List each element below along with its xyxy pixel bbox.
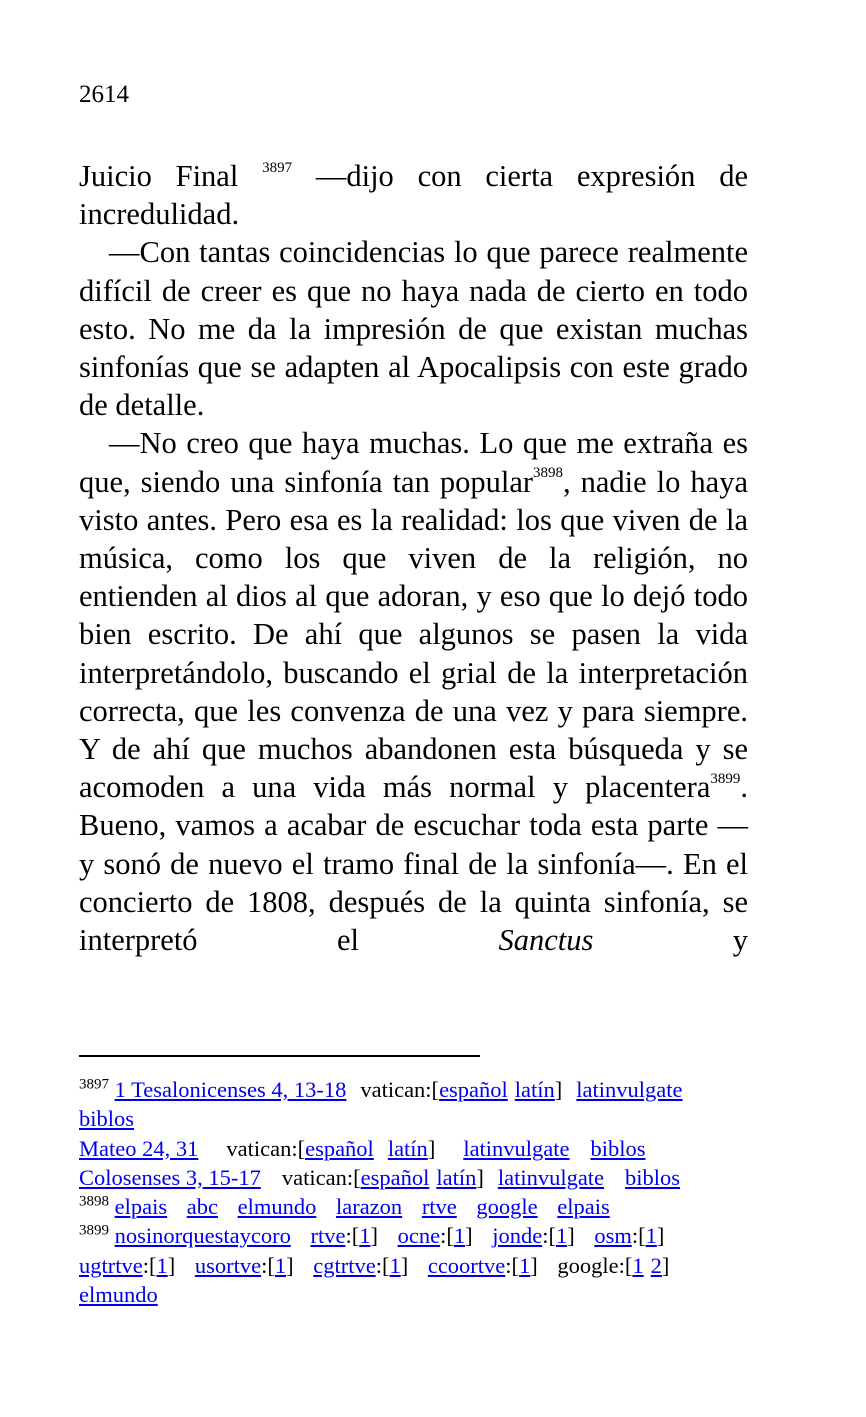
vatican-label: vatican:[ [360, 1077, 440, 1102]
bracket-close: ] [476, 1164, 484, 1190]
latinvulgate-link[interactable]: latinvulgate [497, 1164, 605, 1190]
vatican-spanish-link[interactable]: español [439, 1077, 508, 1102]
bracket-close: ] [427, 1135, 436, 1161]
paragraph-3-text-end: y [593, 923, 749, 958]
cgtrtve-link-1[interactable]: 1 [389, 1252, 401, 1278]
paragraph-1-text-cont: —dijo con cierta expresión de incredulidad. [79, 159, 748, 232]
cgtrtve-link[interactable]: cgtrtve [313, 1252, 376, 1278]
news-link-larazon[interactable]: larazon [335, 1194, 403, 1220]
vatican-latin-link[interactable]: latín [514, 1077, 555, 1102]
rtve-link-1[interactable]: 1 [359, 1223, 371, 1249]
ocne-link-1[interactable]: 1 [453, 1223, 466, 1249]
footnote-number: 3899 [79, 1222, 109, 1239]
nosinorquestaycoro-link[interactable]: nosinorquestaycoro [114, 1223, 291, 1249]
paragraph-1-text: Juicio Final [79, 159, 239, 193]
footnote-3897-line-2 [79, 1104, 751, 1133]
osm-link[interactable]: osm [594, 1223, 632, 1249]
google-label: google:[ [557, 1252, 633, 1278]
news-link-abc[interactable]: abc [186, 1194, 218, 1220]
biblos-link[interactable]: biblos [79, 1106, 135, 1132]
news-link-rtve[interactable]: rtve [421, 1194, 457, 1220]
elmundo-link[interactable]: elmundo [79, 1282, 158, 1308]
paragraph-3-text: —No creo que haya muchas. Lo que me extraña es que, siendo una sinfonía tan popular [79, 426, 748, 499]
paragraph-3-text-cont2: . Bueno, vamos a acabar de escuchar toda esta parte —y sonó de nuevo el tramo final de la sinfonía—. En el concierto de 1808, después de la quinta sinfonía, se interpretó el [79, 770, 748, 958]
ugtrtve-link[interactable]: ugtrtve [79, 1252, 143, 1278]
footnote-3899-line-2: ugtrtve:[1] usortve:[1] cgtrtve:[1] ccoortve:[1] google:[1 2] [79, 1252, 670, 1278]
osm-link-1[interactable]: 1 [645, 1223, 657, 1249]
vatican-latin-link[interactable]: latín [436, 1164, 477, 1190]
paragraph-2: —Con tantas coincidencias lo que parece realmente difícil de creer es que no haya nada de cierto en todo esto. No me da la impresión de que existan muchas sinfonías que se adapten al Apocalipsis con este grado de detalle. [79, 235, 748, 423]
vatican-latin-link[interactable]: latín [387, 1135, 428, 1161]
news-link-elpais[interactable]: elpais [114, 1194, 168, 1220]
work-title-sanctus: Sanctus [498, 923, 594, 958]
bracket-close: ] [661, 1252, 670, 1278]
paragraph-3-text-cont: , nadie lo haya visto antes. Pero esa es la realidad: los que viven de la música, como los que viven de la religión, no entienden al dios al que adoran, y eso que lo dejó todo bien escrito. De ahí que algunos se pasen la vida interpretándolo, buscando el grial de la interpretación correcta, que les convenza de una vez y para siempre. Y de ahí que muchos abandonen esta búsqueda y se acomoden a una vida más normal y placentera [79, 464, 748, 805]
biblos-link[interactable]: biblos [625, 1164, 681, 1190]
footnote-3897-line-3 [79, 1134, 751, 1163]
paragraph-1 [79, 157, 748, 233]
footnote-ref-3897[interactable]: 3897 [262, 159, 293, 176]
news-link-elmundo[interactable]: elmundo [237, 1194, 317, 1220]
bible-ref-link[interactable]: Colosenses 3, 15-17 [79, 1164, 261, 1190]
footnote-3899-line-1: $^{3899}$ nosinorquestaycoro rtve:[1] ocne:[1] jonde:[1] osm:[1] [79, 1222, 665, 1249]
vatican-label: vatican:[ [281, 1164, 361, 1190]
bracket-close: ] [554, 1077, 563, 1102]
page-number: 2614 [79, 81, 129, 108]
footnote-3898-line [79, 1192, 751, 1221]
footnote-3897-line-4 [79, 1163, 751, 1192]
jonde-link[interactable]: jonde [492, 1223, 543, 1249]
jonde-link-1[interactable]: 1 [555, 1223, 568, 1249]
ocne-link[interactable]: ocne [397, 1223, 441, 1249]
ugtrtve-link-1[interactable]: 1 [156, 1252, 168, 1278]
google-link-2[interactable]: 2 [650, 1252, 662, 1278]
latinvulgate-link[interactable]: latinvulgate [576, 1077, 683, 1102]
bible-ref-link[interactable]: Mateo 24, 31 [79, 1135, 199, 1161]
footnote-number: 3897 [79, 1076, 109, 1093]
paragraph-3 [79, 424, 748, 959]
footnotes [79, 1075, 751, 1309]
biblos-link[interactable]: biblos [590, 1135, 646, 1161]
ccoortve-link[interactable]: ccoortve [427, 1252, 506, 1278]
vatican-spanish-link[interactable]: español [360, 1164, 430, 1190]
google-link-1[interactable]: 1 [632, 1252, 644, 1278]
vatican-spanish-link[interactable]: español [305, 1135, 374, 1161]
footnote-number: 3898 [79, 1193, 109, 1210]
bible-ref-link[interactable]: 1 Tesalonicenses 4, 13-18 [114, 1077, 347, 1102]
footnote-ref-3899[interactable]: 3899 [710, 771, 741, 788]
news-link-google[interactable]: google [476, 1194, 538, 1220]
footnote-3899-line-3 [79, 1280, 751, 1309]
news-link-elpais-2[interactable]: elpais [557, 1194, 610, 1220]
latinvulgate-link[interactable]: latinvulgate [463, 1135, 570, 1161]
usortve-link-1[interactable]: 1 [274, 1252, 287, 1278]
ccoortve-link-1[interactable]: 1 [519, 1252, 531, 1278]
usortve-link[interactable]: usortve [194, 1252, 262, 1278]
body-text [79, 157, 748, 959]
footnote-separator [79, 1055, 480, 1057]
footnote-3897-line-1 [79, 1075, 751, 1104]
rtve-link[interactable]: rtve [310, 1223, 346, 1249]
vatican-label: vatican:[ [226, 1135, 306, 1161]
footnote-ref-3898[interactable]: 3898 [533, 465, 564, 482]
